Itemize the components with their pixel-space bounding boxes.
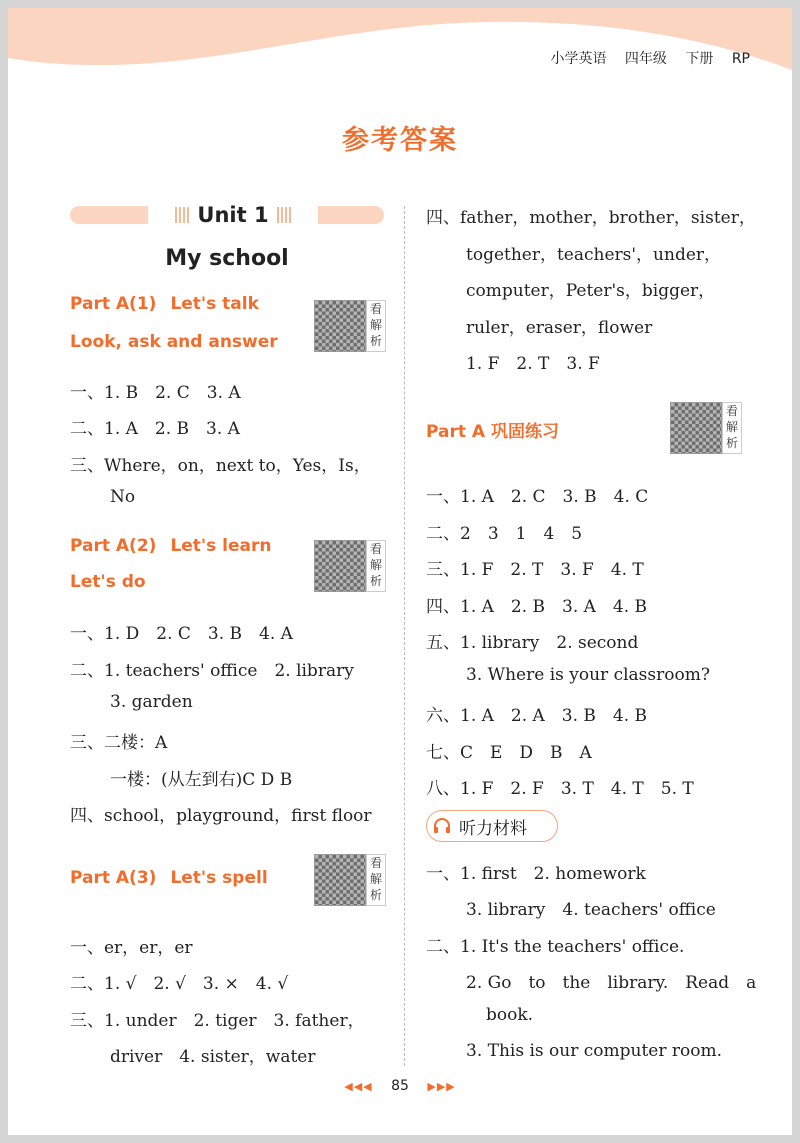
section-heading <box>70 536 271 556</box>
answer-line: 三、Where，on，next to，Yes，Is， <box>70 456 371 476</box>
answer-line: 二、1. It's the teachers' office. <box>426 937 685 957</box>
section-part-label: Part A(3) <box>70 868 157 888</box>
answer-line: 四、1. A 2. B 3. A 4. B <box>426 597 648 617</box>
answer-line: 1. F 2. T 3. F <box>466 354 600 374</box>
answer-line: 一、1. B 2. C 3. A <box>70 383 241 403</box>
answer-line: 二、1. teachers' office 2. library <box>70 661 354 681</box>
section-part-title: Let's talk <box>170 294 259 314</box>
listening-material-badge <box>426 810 558 842</box>
qr-caption: 看解析 <box>722 402 742 454</box>
stripe-decoration <box>277 207 291 223</box>
section-heading <box>70 868 268 888</box>
column-divider <box>404 206 405 1066</box>
answer-line: 四、school，playground，first floor <box>70 806 372 826</box>
header-wave <box>8 8 792 83</box>
section-part-label: Part A(2) <box>70 536 157 556</box>
header-grade: 四年级 <box>624 51 667 67</box>
answer-line: computer，Peter's，bigger， <box>466 281 716 301</box>
section-part-label: Part A(1) <box>70 294 157 314</box>
answer-line: book. <box>486 1005 534 1025</box>
header-subject: 小学英语 <box>550 51 607 67</box>
unit-label: Unit 1 <box>197 203 269 227</box>
answer-line: 六、1. A 2. A 3. B 4. B <box>426 706 648 726</box>
answer-line: 二、1. A 2. B 3. A <box>70 419 240 439</box>
qr-code[interactable] <box>314 854 366 906</box>
header-volume: 下册 <box>685 51 714 67</box>
answer-line: No <box>110 487 136 507</box>
page-title: 参考答案 <box>342 125 458 156</box>
answer-line: 一、1. A 2. C 3. B 4. C <box>426 487 649 507</box>
answer-line: 七、C E D B A <box>426 743 592 763</box>
answer-line: 三、1. under 2. tiger 3. father， <box>70 1011 365 1031</box>
next-arrows-icon: ▶▶▶ <box>427 1080 456 1093</box>
section-subheading: Look, ask and answer <box>70 332 278 352</box>
answer-line: 3. garden <box>110 692 193 712</box>
answer-line: 3. This is our computer room. <box>466 1041 723 1061</box>
qr-code[interactable] <box>670 402 722 454</box>
answer-line: 五、1. library 2. second <box>426 633 639 653</box>
header-edition: RP <box>731 51 750 67</box>
answer-line: 3. library 4. teachers' office <box>466 900 716 920</box>
section-subheading: Let's do <box>70 572 146 592</box>
answer-line: 三、二楼：A <box>70 733 168 753</box>
answer-line: 一、er，er，er <box>70 938 193 958</box>
answer-line: 八、1. F 2. F 3. T 4. T 5. T <box>426 779 694 799</box>
page-number: 85 <box>391 1078 409 1094</box>
stripe-decoration <box>175 207 189 223</box>
section-heading: Part A 巩固练习 <box>426 422 559 442</box>
qr-code[interactable] <box>314 540 366 592</box>
header-info <box>536 48 750 68</box>
answer-line: driver 4. sister，water <box>110 1047 316 1067</box>
prev-arrows-icon: ◀◀◀ <box>344 1080 373 1093</box>
answer-line: 二、2 3 1 4 5 <box>426 524 583 544</box>
qr-code[interactable] <box>314 300 366 352</box>
qr-caption: 看解析 <box>366 300 386 352</box>
section-part-title: Let's learn <box>170 536 272 556</box>
section-part-title: Let's spell <box>170 868 268 888</box>
answer-line: 一楼：(从左到右)C D B <box>110 770 293 790</box>
qr-caption: 看解析 <box>366 854 386 906</box>
headphones-icon <box>433 818 451 834</box>
section-heading <box>70 294 259 314</box>
answer-line: 3. Where is your classroom? <box>466 665 710 685</box>
answer-line: 二、1. √ 2. √ 3. × 4. √ <box>70 974 289 994</box>
answer-line: 一、1. first 2. homework <box>426 864 646 884</box>
unit-subtitle: My school <box>165 246 289 271</box>
answer-line: ruler，eraser，flower <box>466 318 653 338</box>
answer-line: 四、father，mother，brother，sister， <box>426 208 756 228</box>
answer-line: together，teachers'，under， <box>466 245 722 265</box>
answer-line: 一、1. D 2. C 3. B 4. A <box>70 624 293 644</box>
listening-label: 听力材料 <box>459 818 527 839</box>
unit-heading <box>148 202 318 228</box>
qr-caption: 看解析 <box>366 540 386 592</box>
answer-line: 2. Go to the library. Read a <box>466 973 757 993</box>
page <box>8 8 792 1135</box>
page-footer <box>8 1078 792 1094</box>
answer-line: 三、1. F 2. T 3. F 4. T <box>426 560 644 580</box>
